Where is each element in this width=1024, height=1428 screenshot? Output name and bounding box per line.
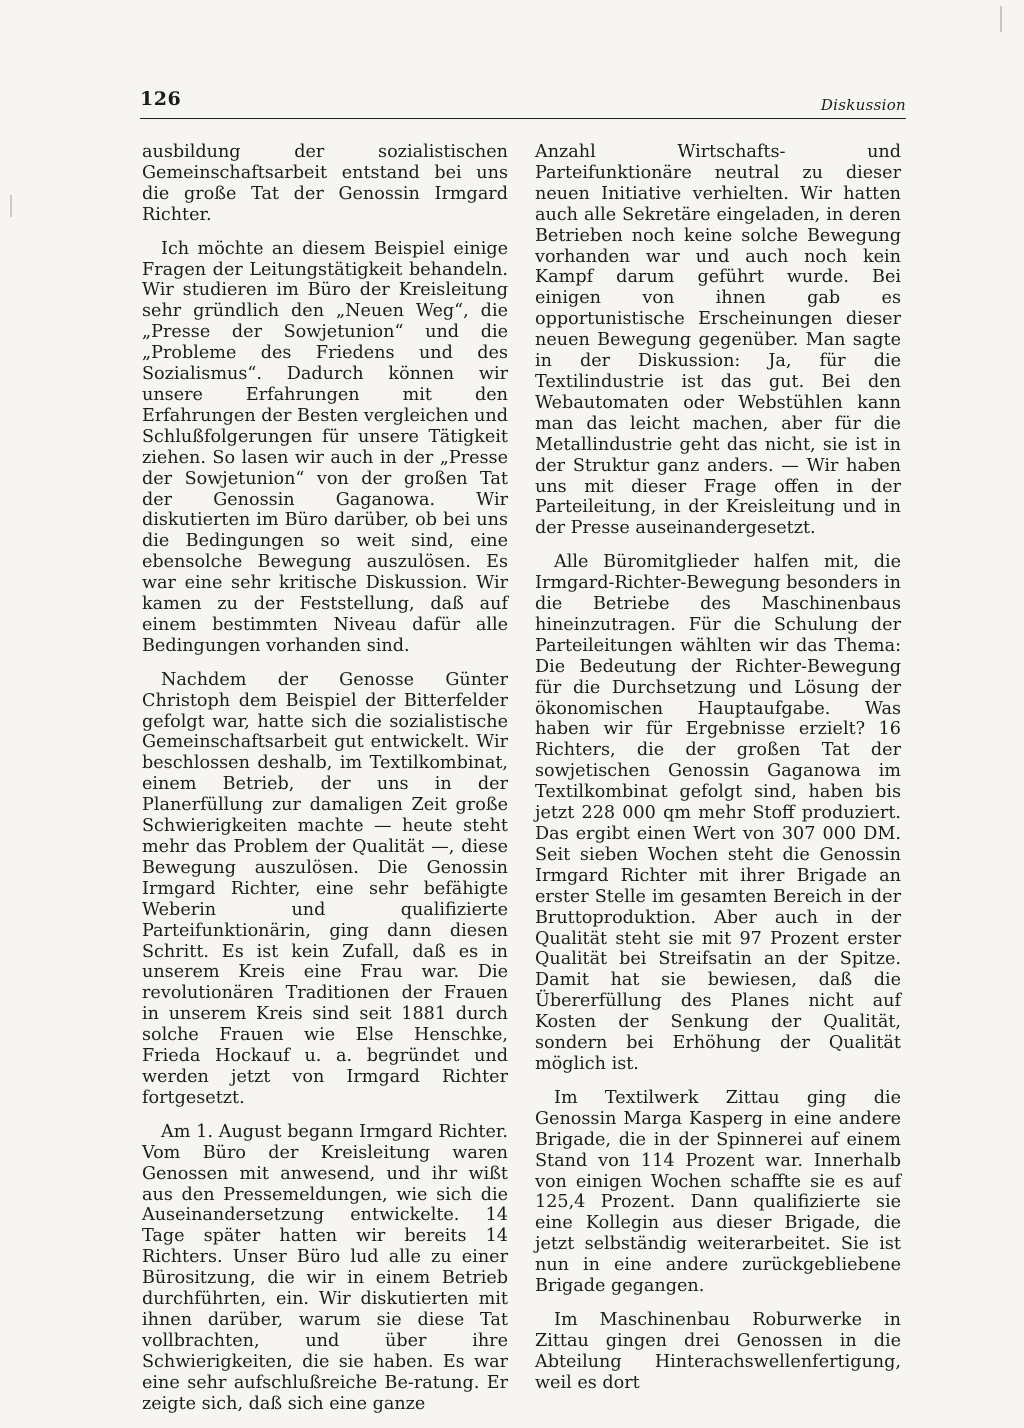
paragraph: Nachdem der Genosse Günter Christoph dem Beispiel der Bitterfelder gefolgt war, hatte sich die sozialistische Gemeinschaftsarbeit gut entwickelt. Wir beschlossen deshalb, im Textilkombinat, einem Betrieb, der uns in der Planerfüllung zur damaligen Zeit große Schwierigkeiten machte — heute steht mehr das Problem der Qualität —, diese Bewegung auszulösen. Die Genossin Irmgard Richter, eine sehr befähigte Weberin und qualifizierte Parteifunktionärin, ging dann diesen Schritt. Es ist kein Zufall, daß es in unserem Kreis eine Frau war. Die revolutionären Traditionen der Frauen in unserem Kreis sind seit 1881 durch solche Frauen wie Else Henschke, Frieda Hockauf u. a. begründet und werden jetzt von Irmgard Richter fortgesetzt.	[142, 669, 508, 1108]
left-column	[142, 142, 508, 1427]
paragraph: Alle Büromitglieder halfen mit, die Irmgard-Richter-Bewegung besonders in die Betriebe des Maschinenbaus hineinzutragen. Für die Schulung der Parteileitungen wählten wir das Thema: Die Bedeutung der Richter-Bewegung für die Durchsetzung und Lösung der ökonomischen Hauptaufgabe. Was haben wir für Ergebnisse erzielt? 16 Richters, die der großen Tat der sowjetischen Genossin Gaganowa im Textilkombinat gefolgt sind, haben bis jetzt 228 000 qm mehr Stoff produziert. Das ergibt einen Wert von 307 000 DM. Seit sieben Wochen steht die Genossin Irmgard Richter mit ihrer Brigade an erster Stelle im gesamten Bereich in der Bruttoproduktion. Aber auch in der Qualität steht sie mit 97 Prozent erster Qualität bei Streifsatin an der Spitze. Damit hat sie bewiesen, daß die Übererfüllung des Planes nicht auf Kosten der Senkung der Qualität, sondern bei Erhöhung der Qualität möglich ist.	[535, 552, 901, 1074]
paragraph: Anzahl Wirtschafts- und Parteifunktionäre neutral zu dieser neuen Initiative verhielten. Wir hatten auch alle Sekretäre eingeladen, in deren Betrieben noch keine solche Bewegung vorhanden war und auch noch kein Kampf darum geführt wurde. Bei einigen von ihnen gab es opportunistische Erscheinungen dieser neuen Bewegung gegenüber. Man sagte in der Diskussion: Ja, für die Textilindustrie ist das gut. Bei den Webautomaten oder Webstühlen kann man das leicht machen, aber für die Metallindustrie geht das nicht, sie ist in der Struktur ganz anders. — Wir haben uns mit dieser Frage offen in der Parteileitung, in der Kreisleitung und in der Presse auseinandergesetzt.	[535, 142, 901, 539]
paragraph: Im Maschinenbau Roburwerke in Zittau gingen drei Genossen in die Abteilung Hinterachswellenfertigung, weil es dort	[535, 1309, 901, 1393]
right-column	[535, 142, 901, 1407]
paragraph: ausbildung der sozialistischen Gemeinschaftsarbeit entstand bei uns die große Tat der Genossin Irmgard Richter.	[142, 142, 508, 225]
paragraph: Ich möchte an diesem Beispiel einige Fragen der Leitungstätigkeit behandeln. Wir studieren im Büro der Kreisleitung sehr gründlich den „Neuen Weg“, die „Presse der Sowjetunion“ und die „Probleme des Friedens und des Sozialismus“. Dadurch können wir unsere Erfahrungen mit den Erfahrungen der Besten vergleichen und Schlußfolgerungen für unsere Tätigkeit ziehen. So lasen wir auch in der „Presse der Sowjetunion“ von der großen Tat der Genossin Gaganowa. Wir diskutierten im Büro darüber, ob bei uns die Bedingungen so weit sind, eine ebensolche Bewegung auszulösen. Es war eine sehr kritische Diskussion. Wir kamen zu der Feststellung, daß auf einem bestimmten Niveau dafür alle Bedingungen vorhanden sind.	[142, 238, 508, 656]
header-rule	[140, 118, 906, 119]
page-number: 126	[140, 88, 182, 110]
margin-mark-left	[10, 195, 12, 217]
paragraph: Am 1. August begann Irmgard Richter. Vom Büro der Kreisleitung waren Genossen mit anwesend, und ihr wißt aus den Pressemeldungen, wie sich die Auseinandersetzung entwickelte. 14 Tage später hatten wir bereits 14 Richters. Unser Büro lud alle zu einer Bürositzung, die wir in einem Betrieb durchführten, ein. Wir diskutierten mit ihnen darüber, warum sie diese Tat vollbrachten, und über ihre Schwierigkeiten, die sie haben. Es war eine sehr aufschlußreiche Be-ratung. Er zeigte sich, daß sich eine ganze	[142, 1121, 508, 1414]
margin-mark-top-right	[1000, 6, 1002, 32]
running-title: Diskussion	[820, 96, 906, 114]
paragraph: Im Textilwerk Zittau ging die Genossin Marga Kasperg in eine andere Brigade, die in der Spinnerei auf einem Stand von 114 Prozent war. Innerhalb von einigen Wochen schaffte sie es auf 125,4 Prozent. Dann qualifizierte sie eine Kollegin aus dieser Brigade, die jetzt selbständig weiterarbeitet. Sie ist nun in eine andere zurückgebliebene Brigade gegangen.	[535, 1087, 901, 1297]
